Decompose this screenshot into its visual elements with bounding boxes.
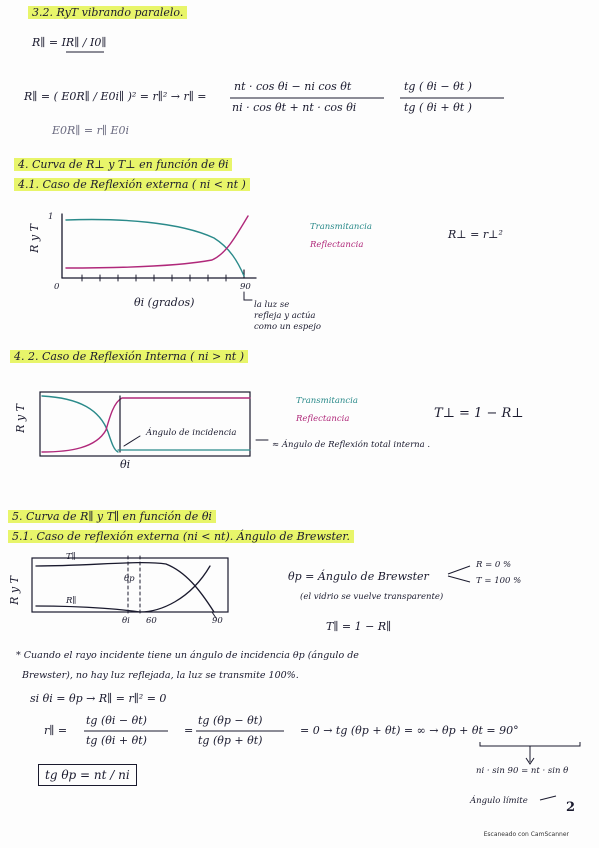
eq-r-tan-num: tg ( θi − θt ) (404, 80, 472, 93)
section-5-title: 5. Curva de R∥ y T∥ en función de θi (8, 510, 216, 523)
note-line-2: Brewster), no hay luz reflejada, la luz se transmite 100%. (22, 670, 299, 681)
eq-r-par-den: ni · cos θt + nt · cos θi (232, 101, 357, 114)
graph2-arrow-text: ≈ Ángulo de Reflexión total interna . (272, 440, 431, 450)
eq-theta-p-def: θp = Ángulo de Brewster (288, 570, 429, 583)
eq-glass-note: (el vidrio se vuelve transparente) (300, 592, 444, 602)
eq-r-long-num2: tg (θp − θt) (198, 714, 263, 727)
eq-si-line: si θi = θp → R∥ = r∥² = 0 (30, 692, 167, 705)
eq-r-par-expand: R∥ = ( E0R∥ / E0i∥ )² = r∥² → r∥ = (24, 90, 207, 103)
eq-r-par-def: R∥ = IR∥ / I0∥ (32, 36, 107, 49)
graph3-y-label: R y T (7, 576, 21, 605)
graph1-legend-transmittance: Transmitancia (310, 222, 372, 232)
graph3-t-label: T∥ (66, 552, 76, 562)
page-number: 2 (566, 800, 576, 815)
note-line-1: * Cuando el rayo incidente tiene un ángulo de incidencia θp (ángulo de (16, 650, 359, 661)
graph1 (62, 214, 256, 300)
graph1-x-label: θi (grados) (134, 296, 195, 309)
graph1-x-end: 90 (240, 282, 251, 292)
graph3-x-tick-3: 90 (212, 616, 223, 626)
section-3-2-title: 3.2. RyT vibrando paralelo. (28, 6, 187, 19)
boxed-brewster-formula: tg θp = nt / ni (38, 764, 137, 786)
section-4-1-title: 4.1. Caso de Reflexión externa ( ni < nt ) (14, 178, 250, 191)
graph1-note-1: la luz se (254, 300, 290, 310)
eq-e-or: E0R∥ = r∥ E0i (52, 124, 129, 137)
eq-r-long-lhs: r∥ = (44, 724, 68, 737)
eq-equals-sign: = (184, 724, 194, 737)
eq-t-perp: T⊥ = 1 − R⊥ (434, 406, 524, 421)
graph1-note-3: como un espejo (254, 322, 322, 332)
section-4-title: 4. Curva de R⊥ y T⊥ en función de θi (14, 158, 232, 171)
scanner-footer: Escaneado con CamScanner (483, 831, 569, 838)
graph1-y-tick: 1 (48, 212, 54, 222)
eq-r0: R = 0 % (476, 560, 512, 570)
eq-limit: Ángulo límite (470, 796, 528, 806)
eq-r-tan-den: tg ( θi + θt ) (404, 101, 472, 114)
graph1-legend-reflectance: Reflectancia (310, 240, 364, 250)
eq-r-long-den1: tg (θi + θt) (86, 734, 147, 747)
eq-t100: T = 100 % (476, 576, 522, 586)
section-5-1-title: 5.1. Caso de reflexión externa (ni < nt). Ángulo de Brewster. (8, 530, 354, 543)
graph1-y-label: R y T (27, 224, 41, 253)
graph3-r-label: R∥ (66, 596, 77, 606)
graph2-annotation: Ángulo de incidencia (146, 428, 237, 438)
eq-t-par: T∥ = 1 − R∥ (326, 620, 392, 633)
graph2-legend-transmittance: Transmitancia (296, 396, 358, 406)
graph2-legend-reflectance: Reflectancia (296, 414, 350, 424)
graph3-x-tick-1: θi (122, 616, 130, 626)
graph2-x-label: θi (120, 458, 131, 471)
graph2 (40, 392, 268, 456)
eq-r-perp: R⊥ = r⊥² (448, 228, 503, 241)
eq-r-long-den2: tg (θp + θt) (198, 734, 263, 747)
graph1-x-zero: 0 (54, 282, 60, 292)
graph3 (32, 556, 228, 618)
graph3-mid-label: θp (124, 574, 135, 584)
section-4-2-title: 4. 2. Caso de Reflexión Interna ( ni > nt ) (10, 350, 248, 363)
eq-r-par-num: nt · cos θi − ni cos θt (234, 80, 352, 93)
graph3-x-tick-2: 60 (146, 616, 157, 626)
eq-r-long-num1: tg (θi − θt) (86, 714, 147, 727)
eq-r-long-rhs: = 0 → tg (θp + θt) = ∞ → θp + θt = 90° (300, 724, 519, 737)
eq-snell: ni · sin 90 = nt · sin θ (476, 766, 569, 776)
graph1-note-2: refleja y actúa (254, 311, 316, 321)
graph2-y-label: R y T (13, 404, 27, 433)
